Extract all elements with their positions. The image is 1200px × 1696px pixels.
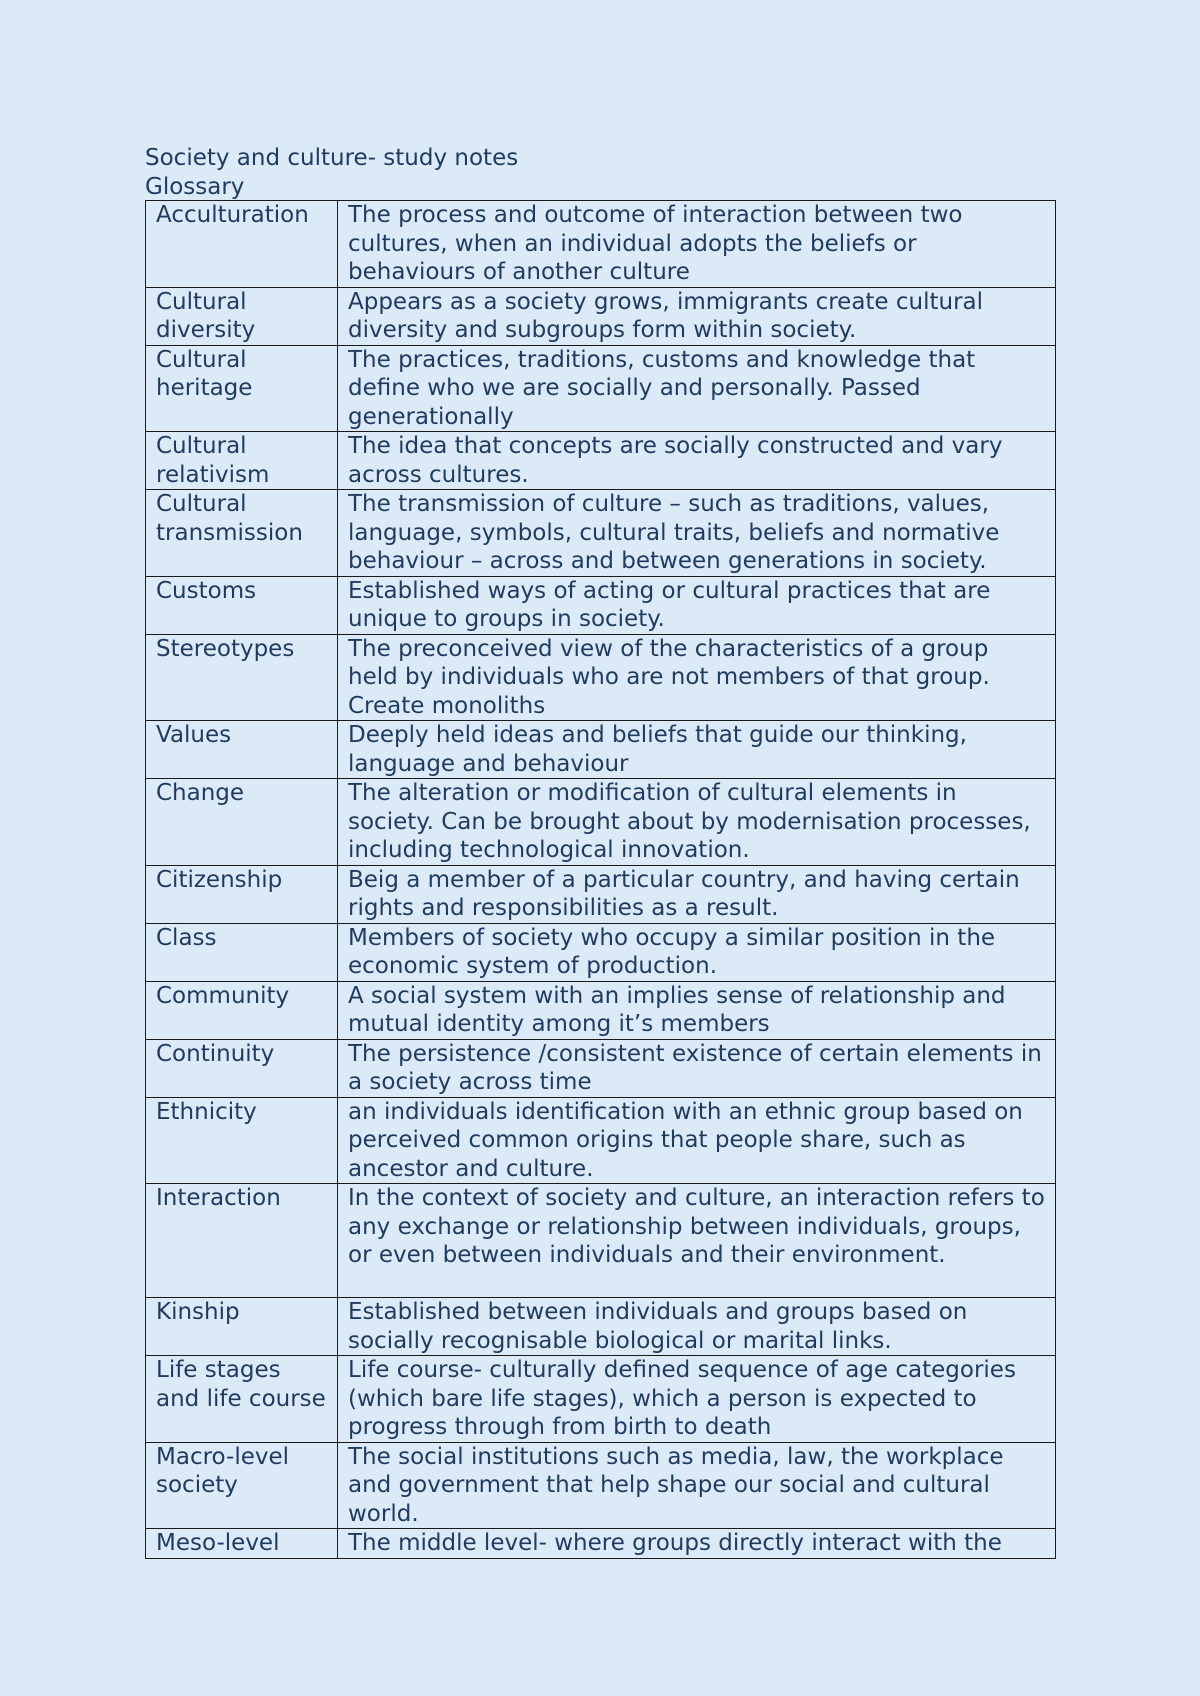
glossary-definition: Deeply held ideas and beliefs that guide our thinking, language and behaviour	[338, 721, 1056, 779]
glossary-definition: The idea that concepts are socially constructed and vary across cultures.	[338, 432, 1056, 490]
glossary-term: Citizenship	[146, 865, 338, 923]
glossary-definition: The social institutions such as media, law, the workplace and government that help shape our social and cultural world.	[338, 1442, 1056, 1529]
table-row	[146, 201, 1056, 288]
table-row	[146, 432, 1056, 490]
glossary-definition: Life course- culturally defined sequence of age categories (which bare life stages), which a person is expected to progress through from birth to death	[338, 1356, 1056, 1443]
table-row	[146, 1442, 1056, 1529]
table-row	[146, 923, 1056, 981]
table-row	[146, 779, 1056, 866]
glossary-definition: Members of society who occupy a similar position in the economic system of production.	[338, 923, 1056, 981]
table-row	[146, 1039, 1056, 1097]
table-row	[146, 287, 1056, 345]
table-row	[146, 345, 1056, 432]
glossary-term: Acculturation	[146, 201, 338, 288]
document-subtitle: Glossary	[145, 174, 245, 200]
glossary-table	[145, 200, 1056, 1559]
glossary-term: Stereotypes	[146, 634, 338, 721]
table-row	[146, 490, 1056, 577]
table-row	[146, 634, 1056, 721]
glossary-term: Meso-level	[146, 1529, 338, 1559]
glossary-definition: A social system with an implies sense of relationship and mutual identity among it’s members	[338, 981, 1056, 1039]
glossary-definition: The preconceived view of the characteristics of a group held by individuals who are not members of that group. Create monoliths	[338, 634, 1056, 721]
glossary-term: Class	[146, 923, 338, 981]
glossary-definition: an individuals identification with an ethnic group based on perceived common origins that people share, such as ancestor and culture.	[338, 1097, 1056, 1184]
glossary-definition: The persistence /consistent existence of certain elements in a society across time	[338, 1039, 1056, 1097]
glossary-term: Cultural heritage	[146, 345, 338, 432]
glossary-term: Community	[146, 981, 338, 1039]
glossary-term: Life stages and life course	[146, 1356, 338, 1443]
table-row	[146, 1529, 1056, 1559]
glossary-definition: The middle level- where groups directly interact with the	[338, 1529, 1056, 1559]
glossary-definition: The practices, traditions, customs and knowledge that define who we are socially and personally. Passed generationally	[338, 345, 1056, 432]
glossary-term: Cultural diversity	[146, 287, 338, 345]
document-title: Society and culture- study notes	[145, 145, 519, 171]
glossary-term: Continuity	[146, 1039, 338, 1097]
glossary-definition: In the context of society and culture, an interaction refers to any exchange or relationship between individuals, groups, or even between individuals and their environment.	[338, 1184, 1056, 1298]
table-row	[146, 981, 1056, 1039]
table-row	[146, 1097, 1056, 1184]
table-row	[146, 865, 1056, 923]
glossary-definition: Beig a member of a particular country, and having certain rights and responsibilities as a result.	[338, 865, 1056, 923]
glossary-term: Kinship	[146, 1298, 338, 1356]
table-row	[146, 1184, 1056, 1298]
glossary-definition: The alteration or modification of cultural elements in society. Can be brought about by modernisation processes, including technological innovation.	[338, 779, 1056, 866]
table-row	[146, 576, 1056, 634]
glossary-definition: The transmission of culture – such as traditions, values, language, symbols, cultural traits, beliefs and normative behaviour – across and between generations in society.	[338, 490, 1056, 577]
glossary-term: Change	[146, 779, 338, 866]
glossary-term: Macro-level society	[146, 1442, 338, 1529]
table-row	[146, 1356, 1056, 1443]
glossary-term: Customs	[146, 576, 338, 634]
glossary-definition: Appears as a society grows, immigrants create cultural diversity and subgroups form within society.	[338, 287, 1056, 345]
glossary-definition: Established between individuals and groups based on socially recognisable biological or marital links.	[338, 1298, 1056, 1356]
glossary-term: Cultural transmission	[146, 490, 338, 577]
table-row	[146, 1298, 1056, 1356]
glossary-definition: Established ways of acting or cultural practices that are unique to groups in society.	[338, 576, 1056, 634]
glossary-definition: The process and outcome of interaction between two cultures, when an individual adopts the beliefs or behaviours of another culture	[338, 201, 1056, 288]
glossary-term: Ethnicity	[146, 1097, 338, 1184]
glossary-term: Values	[146, 721, 338, 779]
table-row	[146, 721, 1056, 779]
glossary-term: Interaction	[146, 1184, 338, 1298]
glossary-term: Cultural relativism	[146, 432, 338, 490]
